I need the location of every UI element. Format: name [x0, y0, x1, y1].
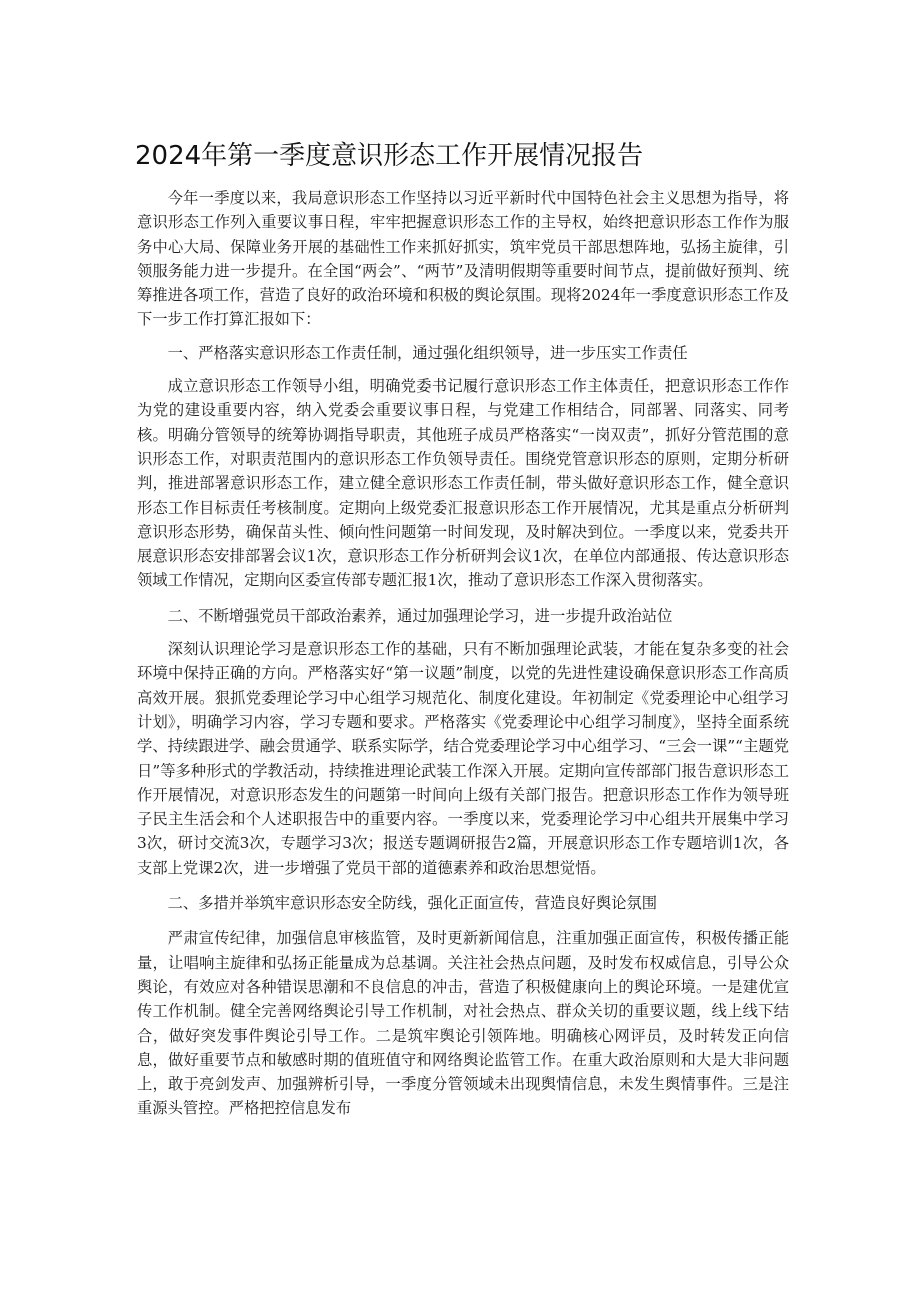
- section-3-heading: 二、多措并举筑牢意识形态安全防线，强化正面宣传，营造良好舆论氛围: [167, 894, 658, 913]
- section-1-body: 成立意识形态工作领导小组，明确党委书记履行意识形态工作主体责任，把意识形态工作作为党的建设重要内容，纳入党委会重要议事日程，与党建工作相结合，同部署、同落实、同考核。明确分管领导的统筹协调指导职责，其他班子成员严格落实“一岗双责”，抓好分管范围的意识形态工作，对职责范围内的意识形态工作负领导责任。围绕党管意识形态的原则，定期分析研判，推进部署意识形态工作，建立健全意识形态工作责任制，带头做好意识形态工作，健全意识形态工作目标责任考核制度。定期向上级党委汇报意识形态工作开展情况，尤其是重点分析研判意识形态形势，确保苗头性、倾向性问题第一时间发现，及时解决到位。一季度以来，党委共开展意识形态安排部署会议1次，意识形态工作分析研判会议1次，在单位内部通报、传达意识形态领域工作情况，定期向区委宣传部专题汇报1次，推动了意识形态工作深入贯彻落实。: [137, 377, 789, 590]
- spacer: [137, 332, 789, 341]
- section-3-body: 严肃宣传纪律，加强信息审核监管，及时更新新闻信息，注重加强正面宣传，积极传播正能量，让唱响主旋律和弘扬正能量成为总基调。关注社会热点问题，及时发布权威信息，引导公众舆论，有效应对各种错误思潮和不良信息的冲击，营造了积极健康向上的舆论环境。一是建优宣传工作机制。健全完善网络舆论引导工作机制，对社会热点、群众关切的重要议题，线上线下结合，做好突发事件舆论引导工作。二是筑牢舆论引领阵地。明确核心网评员，及时转发正向信息，做好重要节点和敏感时期的值班值守和网络舆论监管工作。在重大政治原则和大是大非问题上，敢于亮剑发声、加强辨析引导，一季度分管领域未出现舆情信息，未发生舆情事件。三是注重源头管控。严格把控信息发布: [137, 929, 789, 1118]
- intro-paragraph: 今年一季度以来，我局意识形态工作坚持以习近平新时代中国特色社会主义思想为指导，将意识形态工作列入重要议事日程，牢牢把握意识形态工作的主导权，始终把意识形态工作作为服务中心大局、保障业务开展的基础性工作来抓好抓实，筑牢党员干部思想阵地，弘扬主旋律，引领服务能力进一步提升。在全国“两会”、“两节”及清明假期等重要时间节点，提前做好预判、统筹推进各项工作，营造了良好的政治环境和积极的舆论氛围。现将2024年一季度意识形态工作及下一步工作打算汇报如下：: [137, 189, 789, 329]
- section-2-heading: 二、不断增强党员干部政治素养，通过加强理论学习，进一步提升政治站位: [167, 606, 673, 625]
- document-body: [137, 186, 789, 1121]
- document-title: 2024年第一季度意识形态工作开展情况报告: [135, 141, 644, 171]
- spacer: [137, 880, 789, 891]
- section-2-body: 深刻认识理论学习是意识形态工作的基础，只有不断加强理论武装，才能在复杂多变的社会环境中保持正确的方向。严格落实好“第一议题”制度，以党的先进性建设确保意识形态工作高质高效开展。狠抓党委理论学习中心组学习规范化、制度化建设。年初制定《党委理论中心组学习计划》，明确学习内容，学习专题和要求。严格落实《党委理论中心组学习制度》，坚持全面系统学、持续跟进学、融会贯通学、联系实际学，结合党委理论学习中心组学习、“三会一课”“主题党日”等多种形式的学教活动，持续推进理论武装工作深入开展。定期向宣传部部门报告意识形态工作开展情况，对意识形态发生的问题第一时间向上级有关部门报告。把意识形态工作作为领导班子民主生活会和个人述职报告中的重要内容。一季度以来，党委理论学习中心组共开展集中学习3次，研讨交流3次，专题学习3次；报送专题调研报告2篇，开展意识形态工作专题培训1次，各支部上党课2次，进一步增强了党员干部的道德素养和政治思想觉悟。: [137, 640, 789, 877]
- spacer: [137, 915, 789, 926]
- spacer: [137, 593, 789, 604]
- spacer: [137, 365, 789, 374]
- section-1-heading: 一、严格落实意识形态工作责任制，通过强化组织领导，进一步压实工作责任: [167, 343, 688, 362]
- spacer: [137, 628, 789, 637]
